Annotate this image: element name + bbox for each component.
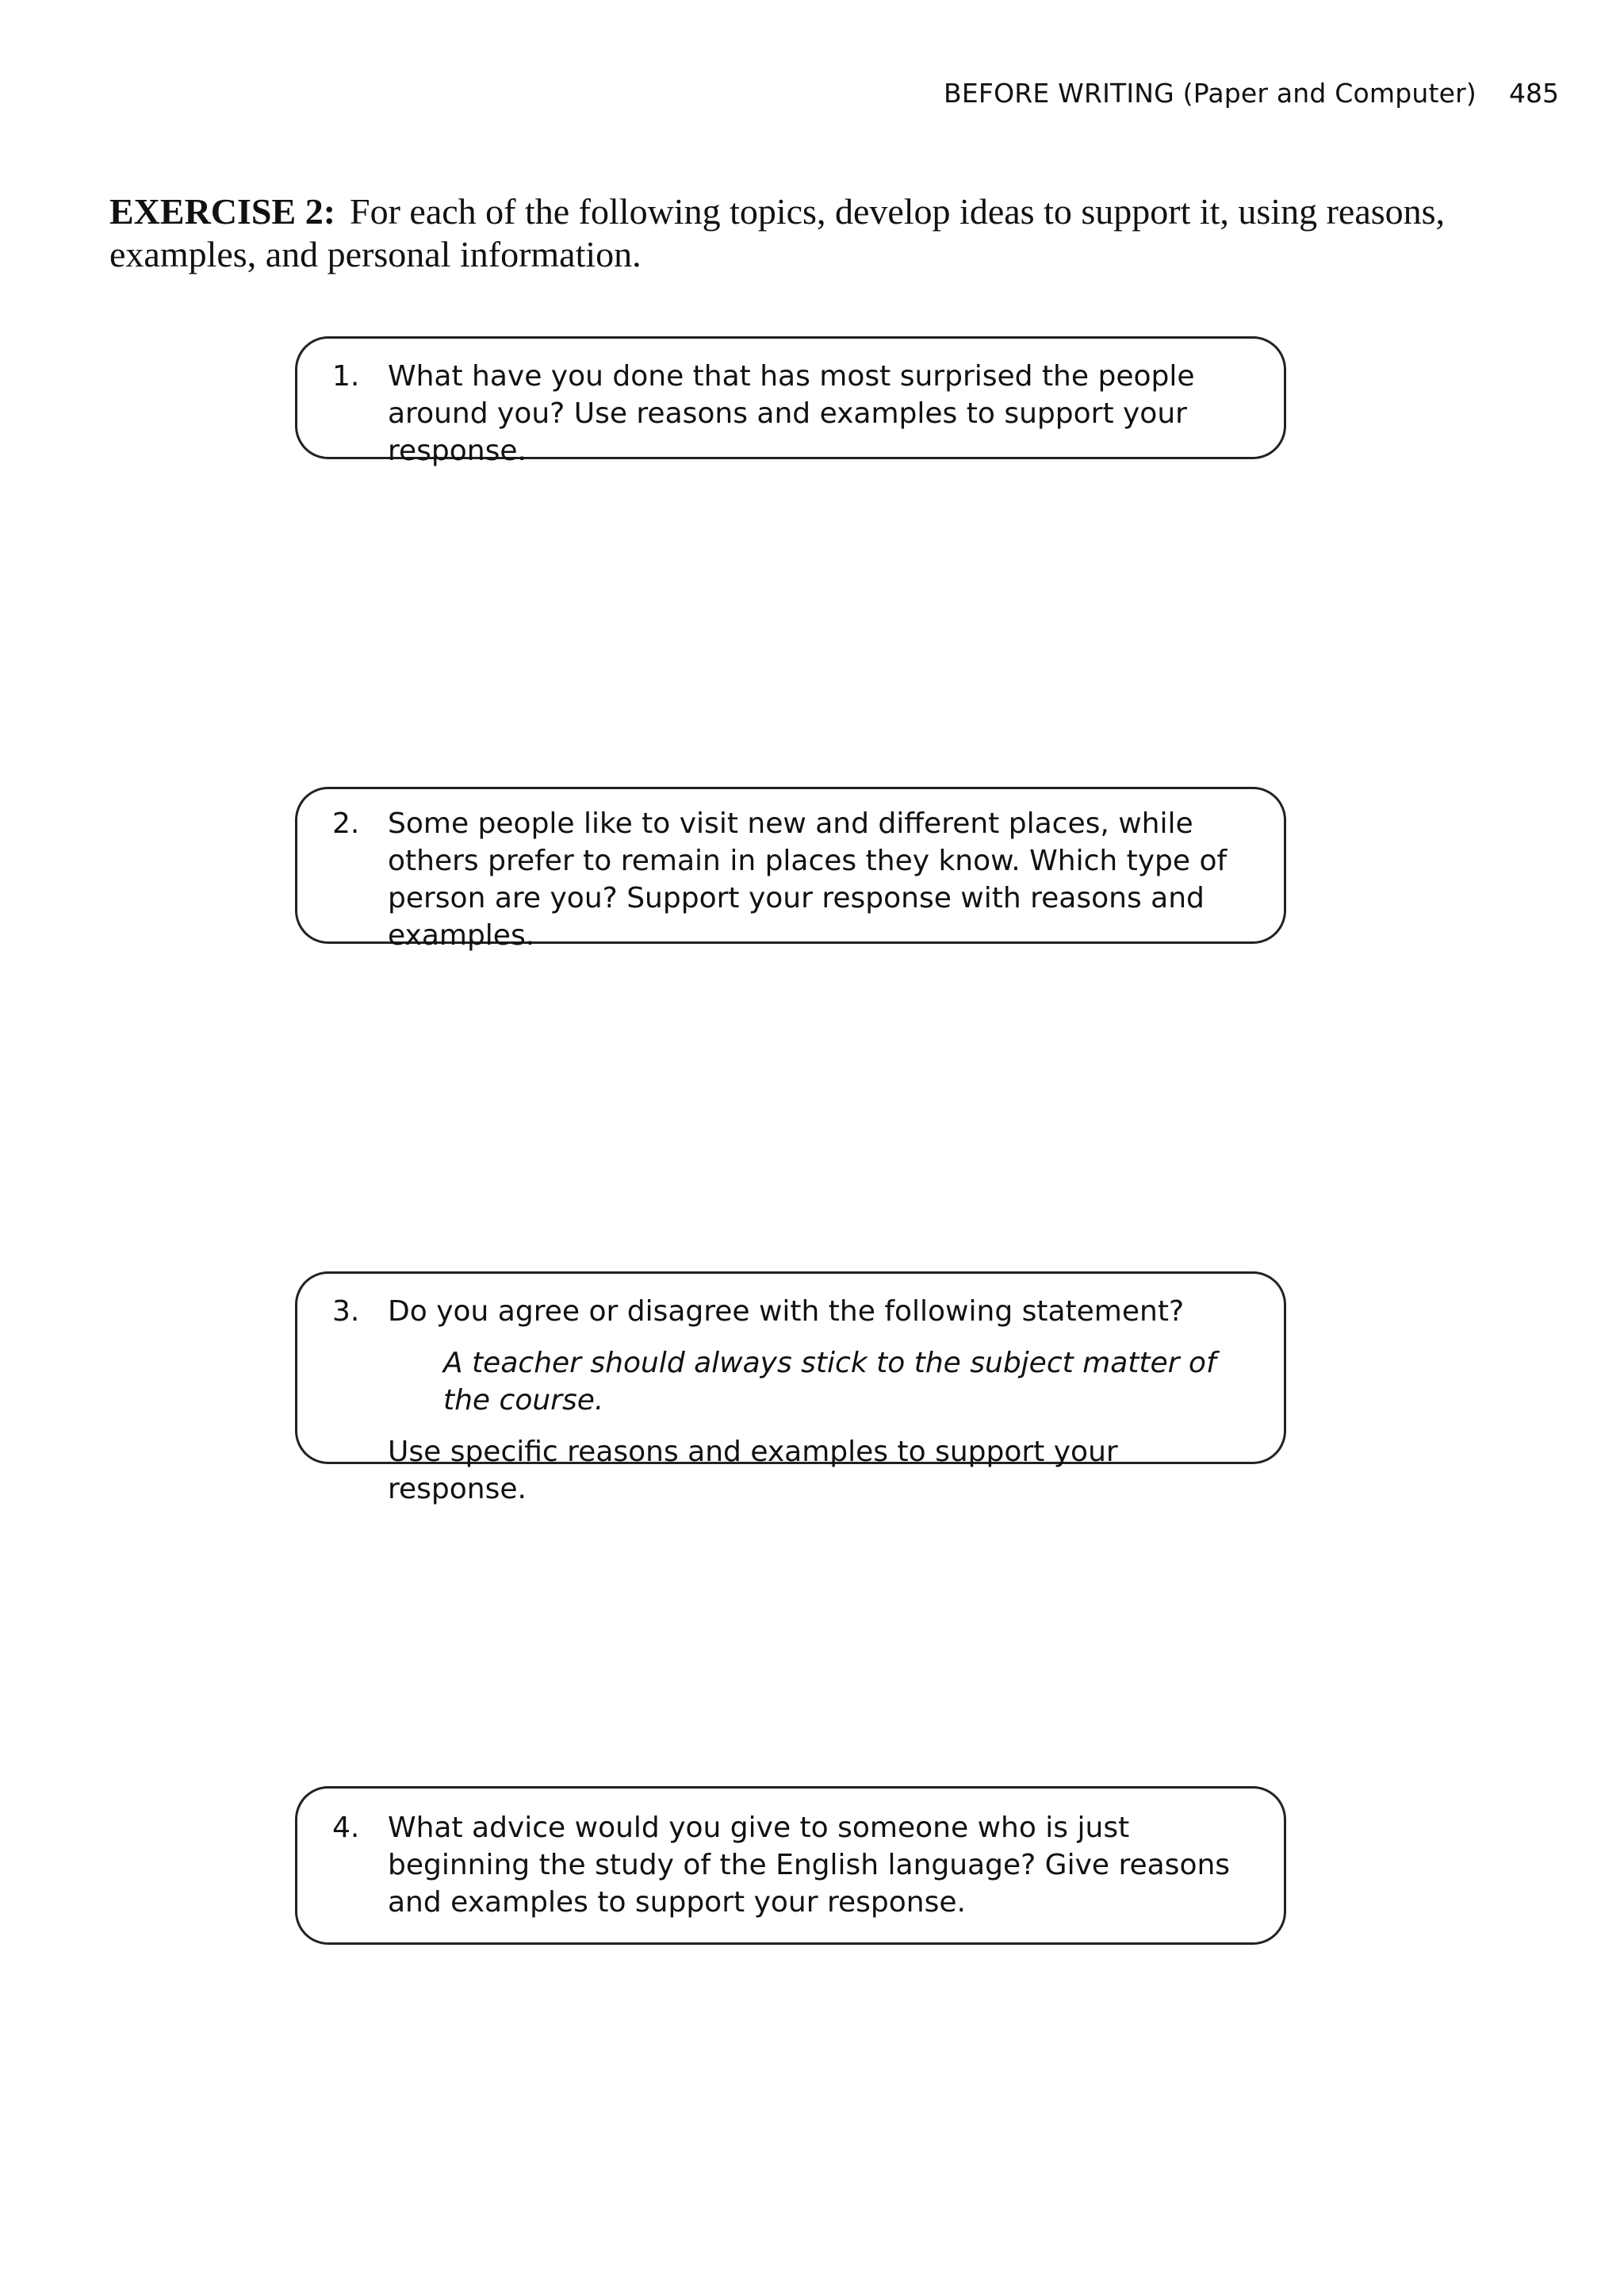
prompt-box-3: [295, 1271, 1286, 1505]
prompt-number: 4.: [332, 1812, 360, 1844]
prompt-text: [388, 1293, 1252, 1508]
prompt-box-1: [295, 336, 1286, 467]
prompt-text: What have you done that has most surprised the people around you? Use reasons and examples to support your response.: [388, 360, 1195, 467]
page-number: 485: [1509, 78, 1559, 109]
prompt-text: Some people like to visit new and different places, while others prefer to remain in places they know. Which type of person are you? Support your response with reasons and examples.: [388, 807, 1228, 952]
prompt-intro: Do you agree or disagree with the following statement?: [388, 1295, 1185, 1328]
exercise-instructions: [109, 190, 1513, 276]
prompt-statement: A teacher should always stick to the subject matter of the course.: [443, 1347, 1216, 1417]
prompt-box-2: [295, 787, 1286, 952]
prompt-text: What advice would you give to someone who is just beginning the study of the English language? Give reasons and examples to support your response.: [388, 1812, 1231, 1919]
exercise-label: EXERCISE 2:: [109, 191, 336, 232]
prompt-closing: Use specific reasons and examples to support your response.: [388, 1436, 1118, 1505]
prompt-number: 2.: [332, 807, 360, 840]
prompt-number: 3.: [332, 1295, 360, 1328]
prompt-box-4: [295, 1786, 1286, 1945]
running-head: BEFORE WRITING (Paper and Computer): [944, 78, 1477, 109]
exercise-text: For each of the following topics, develop ideas to support it, using reasons, examples, and personal information.: [109, 191, 1446, 274]
prompt-number: 1.: [332, 360, 360, 393]
